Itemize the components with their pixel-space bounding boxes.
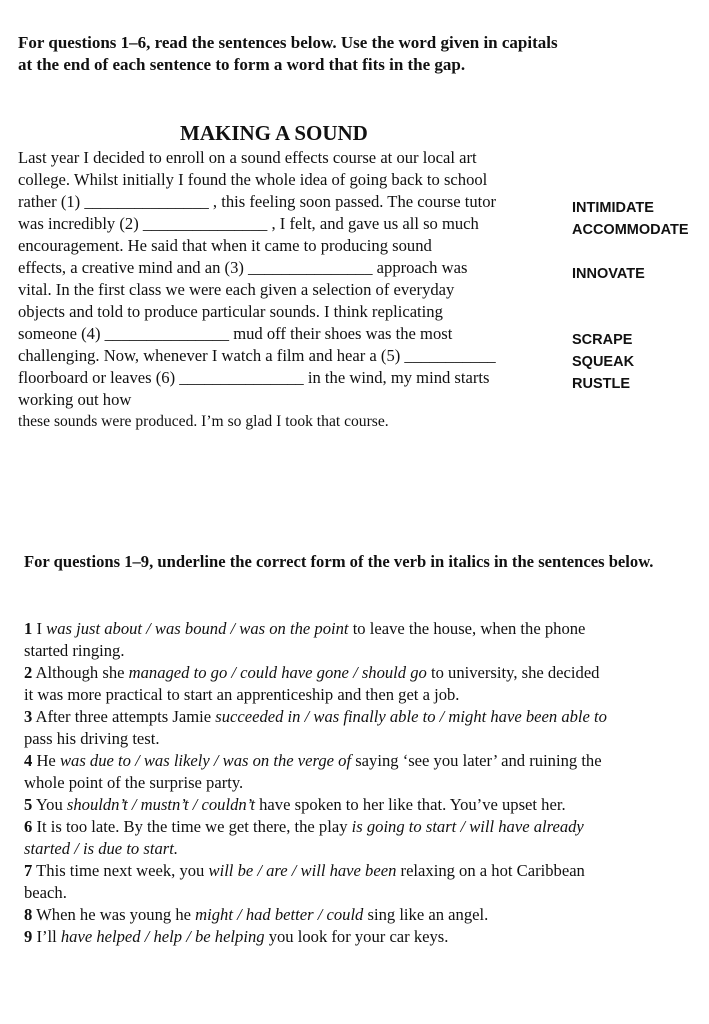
question-text: started ringing. [24, 641, 125, 660]
verb-options: might / had better / could [195, 905, 364, 924]
question-number: 1 [24, 619, 33, 638]
question-line [24, 684, 459, 706]
question-line [24, 926, 448, 948]
passage-line: vital. In the first class we were each given a selection of everyday [18, 280, 455, 299]
passage-line: working out how [18, 390, 132, 409]
question-text: to university, she decided [426, 663, 600, 682]
question-line [24, 706, 607, 728]
question-line [24, 640, 124, 662]
word-accommodate: ACCOMMODATE [572, 222, 689, 238]
passage-line: someone (4) _______________ mud off their shoes was the most [18, 324, 453, 343]
verb-options: is going to start / will have already [351, 817, 584, 836]
question-text: You [32, 795, 67, 814]
question-line [24, 618, 585, 640]
question-text: Although she [32, 663, 129, 682]
question-number: 8 [24, 905, 33, 924]
passage-line: floorboard or leaves (6) _______________ in the wind, my mind starts [18, 368, 490, 387]
question-text: sing like an angel. [363, 905, 489, 924]
word-innovate: INNOVATE [572, 266, 645, 282]
question-number: 2 [24, 663, 33, 682]
question-text: have spoken to her like that. You’ve upset her. [254, 795, 566, 814]
question-number: 3 [24, 707, 33, 726]
question-text: pass his driving test. [24, 729, 160, 748]
question-line [24, 662, 599, 684]
question-text: to leave the house, when the phone [348, 619, 586, 638]
passage-line: effects, a creative mind and an (3) _______________ approach was [18, 258, 468, 277]
word-rustle: RUSTLE [572, 376, 630, 392]
verb-options: managed to go / could have gone / should go [128, 663, 427, 682]
passage-line: college. Whilst initially I found the whole idea of going back to school [18, 170, 488, 189]
word-scrape: SCRAPE [572, 332, 633, 348]
passage-line: Last year I decided to enroll on a sound effects course at our local art [18, 148, 477, 167]
verb-options: have helped / help / be helping [60, 927, 265, 946]
question-line [24, 794, 566, 816]
question-text: it was more practical to start an apprenticeship and then get a job. [24, 685, 460, 704]
question-text: I [32, 619, 47, 638]
question-text: beach. [24, 883, 67, 902]
question-text: He [32, 751, 60, 770]
passage-line: was incredibly (2) _______________ , I felt, and gave us all so much [18, 214, 479, 233]
question-text: relaxing on a hot Caribbean [396, 861, 585, 880]
question-number: 4 [24, 751, 33, 770]
question-line [24, 882, 67, 904]
question-line [24, 772, 243, 794]
question-text: you look for your car keys. [264, 927, 449, 946]
part2-instruction: For questions 1–9, underline the correct form of the verb in italics in the sentences below. [24, 552, 654, 571]
question-text: This time next week, you [32, 861, 209, 880]
passage-title: MAKING A SOUND [180, 121, 368, 145]
verb-options: was just about / was bound / was on the point [46, 619, 349, 638]
question-number: 5 [24, 795, 33, 814]
question-line [24, 750, 602, 772]
question-line [24, 904, 488, 926]
question-line [24, 860, 585, 882]
verb-options: succeeded in / was finally able to / might have been able to [215, 707, 607, 726]
question-line [24, 838, 178, 860]
question-number: 9 [24, 927, 33, 946]
passage-line: challenging. Now, whenever I watch a film and hear a (5) ___________ [18, 346, 496, 365]
question-text: It is too late. By the time we get there, the play [32, 817, 352, 836]
part1-instruction: For questions 1–6, read the sentences below. Use the word given in capitals at the end of each sentence to form a word that fits in the gap. [18, 33, 558, 74]
question-number: 6 [24, 817, 33, 836]
verb-options: shouldn’t / mustn’t / couldn’t [66, 795, 255, 814]
word-intimidate: INTIMIDATE [572, 200, 654, 216]
verb-options: was due to / was likely / was on the verge of [59, 751, 352, 770]
verb-options: will be / are / will have been [208, 861, 397, 880]
question-line [24, 816, 584, 838]
question-text: After three attempts Jamie [32, 707, 216, 726]
question-number: 7 [24, 861, 33, 880]
passage-line: rather (1) _______________ , this feeling soon passed. The course tutor [18, 192, 497, 211]
question-text: whole point of the surprise party. [24, 773, 244, 792]
passage-line: objects and told to produce particular sounds. I think replicating [18, 302, 443, 321]
question-line [24, 728, 160, 750]
question-text: saying ‘see you later’ and ruining the [351, 751, 602, 770]
question-text: When he was young he [32, 905, 196, 924]
passage-line: encouragement. He said that when it came to producing sound [18, 236, 432, 255]
passage-line: these sounds were produced. I’m so glad I took that course. [18, 413, 389, 430]
verb-options: started / is due to start. [24, 839, 178, 858]
word-squeak: SQUEAK [572, 354, 635, 370]
question-text: I’ll [32, 927, 61, 946]
